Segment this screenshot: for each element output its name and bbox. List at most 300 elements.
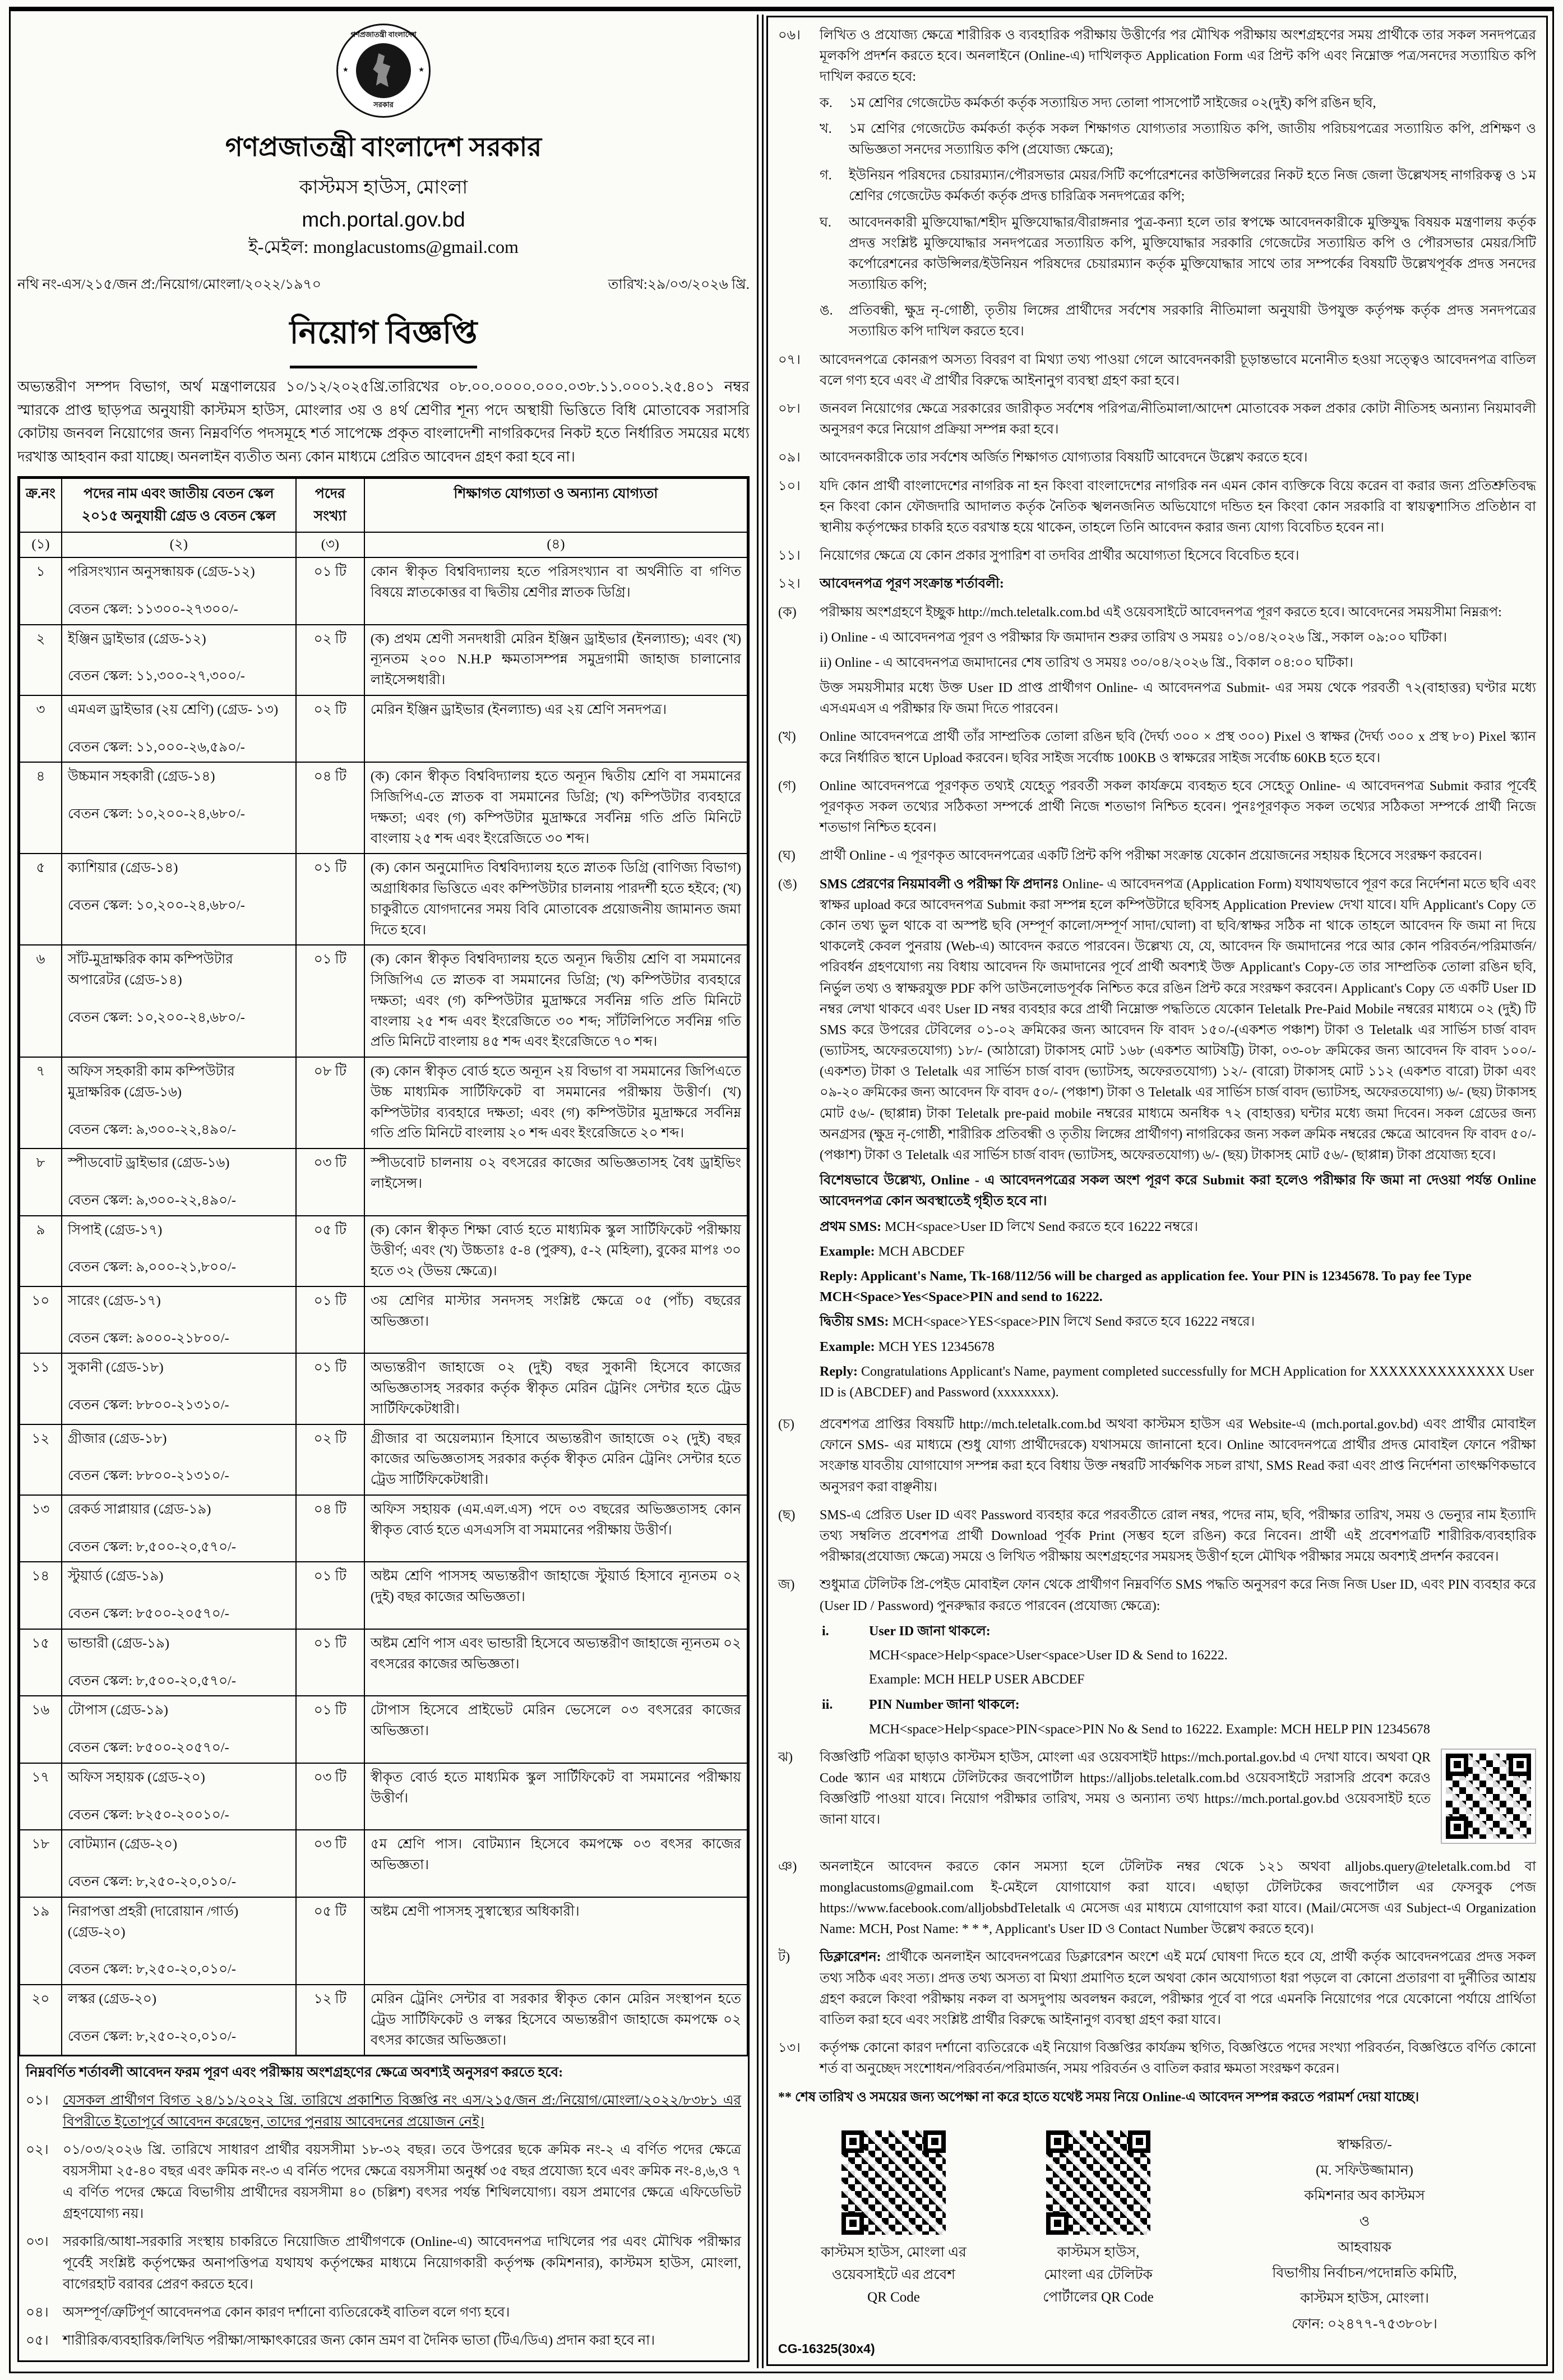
post-count: ০১ টি — [296, 1696, 364, 1763]
post-count: ০৪ টি — [296, 762, 364, 854]
clause-text: Online আবেদনপত্রে প্রার্থী তাঁর সাম্প্রতিক তোলা রঙিন ছবি (দৈর্ঘ্য ৩০০ × প্রস্থ ৩০০) Pixel ও স্বাক্ষর (দৈর্ঘ্য ৩০০ x প্রস্থ ৮০) Pixel স্ক্যান করে নির্ধারিত স্থানে Upload করবেন। ছবির সাইজ সর্বোচ্চ 100KB ও স্বাক্ষরের সাইজ সর্বোচ্চ 60KB হতে হবে। — [820, 730, 1536, 765]
pay-scale: বেতন স্কেল: ৮৮০০-২১৩১০/- — [67, 1397, 229, 1413]
pay-scale: বেতন স্কেল: ৮৮০০-২১৩১০/- — [67, 1468, 229, 1484]
right-column — [766, 16, 1548, 2366]
row-post-cell — [62, 1286, 296, 1354]
post-count: ০৮ টি — [296, 1057, 364, 1149]
caption-line: QR Code — [867, 2289, 920, 2305]
condition-text: অসম্পূর্ণ/ত্রুটিপূর্ণ আবেদনপত্র কোন কারণ দর্শানো ব্যতিরেকেই বাতিল বলে গণ্য হবে। — [63, 2305, 510, 2321]
clause-text: বিজ্ঞপ্তিটি পত্রিকা ছাড়াও কাস্টমস হাউস, মোংলা এর ওয়েবসাইট https://mch.portal.gov.bd এ দেখা যাবে। অথবা QR Code স্ক্যান এর মাধ্যমে টেলিটকের জবপোর্টাল https://alljobs.teletalk.com.bd ওয়েবসাইটে সরাসরি প্রবেশ করেও বিজ্ঞপ্তিটি পাওয়া যাবে। নিয়োগ পরীক্ষার তারিখ, সময় ও অন্যান্য তথ্য https://mch.portal.gov.bd ওয়েবসাইট হতে জানা যাবে। — [820, 1750, 1431, 1828]
instruction-items — [778, 350, 1536, 567]
instruction-item-06 — [778, 25, 1536, 343]
post-name: অফিস সহায়ক (গ্রেড-২০) — [67, 1769, 205, 1785]
post-count: ০১ টি — [296, 1629, 364, 1696]
qualification: অষ্টম শ্রেণি পাসসহ অভ্যন্তরীণ জাহাজে স্টুয়ার্ড হিসাবে ন্যূনতম ০২ (দুই) বছর কাজের অভিজ্ঞতা। — [364, 1562, 747, 1629]
clause-text: অনলাইনে আবেদন করতে কোন সমস্যা হলে টেলিটক নম্বর থেকে ১২১ অথবা alljobs.query@teletalk.com.bd বা monglacustoms@gmail.com ই-মেইলে যোগাযোগ করা যাবে। এছাড়া টেলিটকের জবপোর্টাল এর ফেসবুক পেজ https://www.facebook.com/alljobsbdTeletalk এ মেসেজ এর মাধ্যমে যোগাযোগ করা যাবে। (Mail/মেসেজ এর Subject-এ Organization Name: MCH, Post Name: * * *, Applicant's User ID ও Contact Number উল্লেখ করতে হবে)। — [820, 1859, 1536, 1937]
condition-item — [26, 2139, 741, 2225]
instruction-item — [778, 476, 1536, 539]
pay-scale: বেতন স্কেল: ৮,২৫০-২০,০১০/- — [67, 1874, 236, 1890]
qualification: অষ্টম শ্রেণি পাস এবং ভান্ডারী হিসেবে অভ্যন্তরীণ জাহাজে ন্যূনতম ০২ বৎসরের কাজের অভিজ্ঞতা। — [364, 1629, 747, 1696]
sub-item-label: গ. — [820, 168, 832, 183]
sub-item-text: প্রতিবন্ধী, ক্ষুদ্র নৃ-গোষ্ঠী, তৃতীয় লিঙ্গের প্রার্থীদের সর্বশেষ সরকারি নীতিমালা অনুযায়ী উপযুক্ত কর্তৃপক্ষ কর্তৃক প্রদত্ত সনদপত্রের সত্যায়িত কপি দাখিল করতে হবে। — [849, 303, 1536, 339]
memo-date: তারিখ:২৯/০৩/২০২৬ খ্রি. — [608, 277, 750, 292]
col-num-4: (৪) — [364, 532, 747, 557]
row-post-cell — [62, 1495, 296, 1562]
recover-userid-command: MCH<space>Help<space>User<space>User ID & Send to 16222. — [869, 1648, 1228, 1663]
item-number: ০৭। — [778, 352, 801, 367]
instruction-item — [778, 546, 1536, 566]
row-post-cell — [62, 1897, 296, 1985]
sms-line — [820, 1312, 1536, 1332]
post-count: ০১ টি — [296, 854, 364, 945]
clause-label: (ঘ) — [778, 848, 796, 864]
caption-line: ওয়েবসাইটে এর প্রবেশ — [831, 2267, 956, 2282]
row-serial: ৪ — [20, 762, 62, 854]
table-row — [20, 1424, 747, 1495]
table-row — [20, 1763, 747, 1830]
declaration-text: প্রার্থীকে অনলাইন আবেদনপত্রের ডিক্লারেশন অংশে এই মর্মে ঘোষণা দিতে হবে যে, প্রার্থী কর্তৃক আবেদনপত্রের প্রদত্ত সকল তথ্য সঠিক এবং সত্য। প্রদত্ত তথ্য অসত্য বা মিথ্যা প্রমাণিত হলে অথবা কোন অযোগ্যতা ধরা পড়লে বা কোনো প্রতারণা বা দুর্নীতির আশ্রয় গ্রহণ করলে কিংবা পরীক্ষায় নকল বা অসদুপায় অবলম্বন করলে, পরীক্ষার পূর্বে বা পরে এমনকি নিয়োগের পরে যেকোনো পর্যায়ে প্রার্থিতা বাতিল করা হবে এবং সংশ্লিষ্ট প্রার্থীর বিরুদ্ধে আইনানুগ ব্যবস্থা গ্রহণ করা যাবে। — [820, 1950, 1537, 2027]
page-title: নিয়োগ বিজ্ঞপ্তি — [17, 308, 750, 368]
recover-pin-command: MCH<space>Help<space>PIN<space>PIN No & Send to 16222. Example: MCH HELP PIN 12345678 — [869, 1722, 1430, 1737]
clause-label: (ঙ) — [778, 877, 797, 892]
roman-i: i. — [822, 1623, 829, 1639]
website-qr-code-icon — [841, 2130, 946, 2235]
item-number: ০৬। — [778, 28, 801, 43]
condition-number: ০৪। — [26, 2305, 49, 2321]
clause-12d — [778, 846, 1536, 866]
table-row — [20, 1985, 747, 2055]
sms-line-label: Reply: — [820, 1269, 858, 1284]
caption-line: কাস্টমস হাউস, — [1057, 2244, 1140, 2260]
qualification: (ক) প্রথম শ্রেণী সনদধারী মেরিন ইঞ্জিন ড্রাইভার (ইনল্যান্ড); এবং (খ) ন্যূনতম ২০০ N.H.P ক্ষমতাসম্পন্ন সমুদ্রগামী জাহাজ চালানোর লাইসেন্সধারী। — [364, 625, 747, 695]
right-footer — [778, 2130, 1536, 2338]
condition-item — [26, 2302, 741, 2323]
bangladesh-map-shape — [356, 43, 411, 98]
condition-number: ০১। — [26, 2093, 49, 2109]
sms-line-label: Example: — [820, 1339, 875, 1354]
sub-item — [820, 301, 1536, 342]
sub-item-text: ইউনিয়ন পরিষদের চেয়ারম্যান/পৌরসভার মেয়র/সিটি কর্পোরেশনের কাউন্সিলরের নিকট হতে নিজ জেলা উল্লেখসহ নাগরিকত্ব ও ১ম শ্রেণির গেজেটেড কর্মকর্তা কর্তৃক প্রদত্ত চারিত্রিক সনদপত্রের কপি; — [849, 168, 1536, 204]
recover-pin-block — [822, 1695, 1536, 1740]
caption-line: কাস্টমস হাউস, মোংলা এর — [821, 2244, 967, 2260]
qualification: অফিস সহায়ক (এম.এল.এস) পদে ০৩ বছরের অভিজ্ঞতাসহ কোন স্বীকৃত বোর্ড হতে এসএসসি বা সমমানের পরীক্ষায় উত্তীর্ণ। — [364, 1495, 747, 1562]
post-name: সারেং (গ্রেড-১৭) — [67, 1293, 161, 1308]
signature-lines — [1208, 2133, 1522, 2337]
pay-scale: বেতন স্কেল: ১০,২০০-২৪,৬৮০/- — [67, 1009, 245, 1025]
sms-line-label: দ্বিতীয় SMS: — [820, 1314, 889, 1330]
clause-label: ট) — [778, 1950, 790, 1965]
star-icon: ★ — [418, 66, 424, 73]
col-header-count: পদের সংখ্যা — [296, 478, 364, 532]
post-name: রেকর্ড সাপ্লায়ার (গ্রেড-১৯) — [67, 1501, 211, 1517]
item-text: আবেদনকারীকে তার সর্বশেষ অর্জিত শিক্ষাগত যোগ্যতার বিষয়টি আবেদনে উল্লেখ করতে হবে। — [820, 450, 1308, 465]
condition-number: ০২। — [26, 2142, 49, 2158]
qualification: মেরিন ট্রেনিং সেন্টার বা সরকার স্বীকৃত কোন মেরিন সংস্থাপন হতে ট্রেড সার্টিফিকেট ও লস্কর হিসেবে অভ্যন্তরীণ জাহাজে কমপক্ষে ০২ বৎসর কাজের অভিজ্ঞতা। — [364, 1985, 747, 2055]
item-text: কর্তৃপক্ষ কোনো কারণ দর্শানো ব্যতিরেকে এই নিয়োগ বিজ্ঞপ্তির কার্যক্রম স্থগিত, বিজ্ঞপ্তিতে পদের সংখ্যা পরিবর্তন, বিজ্ঞপ্তিতে বর্ণিত কোনো শর্ত বা অনুচ্ছেদ সংশোধন/পরিবর্তন/পরিমার্জন, সময় পরিবর্তন ও বাতিল করার ক্ষমতা সংরক্ষণ করেন। — [820, 2041, 1536, 2077]
table-row — [20, 695, 747, 763]
qualification: অষ্টম শ্রেণী পাসসহ সুস্বাস্থ্যের অধিকারী। — [364, 1897, 747, 1985]
item-number: ১২। — [778, 576, 801, 592]
fee-warning-note: বিশেষভাবে উল্লেখ্য, Online - এ আবেদনপত্রের সকল অংশ পূরণ করে Submit করা হলেও পরীক্ষার ফি জমা না দেওয়া পর্যন্ত Online আবেদনপত্র কোন অবস্থাতেই গৃহীত হবে না। — [820, 1173, 1536, 1209]
condition-item — [26, 2090, 741, 2133]
clause-label: (চ) — [778, 1417, 794, 1432]
recover-userid-block — [822, 1621, 1536, 1691]
row-serial: ২০ — [20, 1985, 62, 2055]
row-serial: ১০ — [20, 1286, 62, 1354]
pay-scale: বেতন স্কেল: ৮,২৫০-২০,০১০/- — [67, 1962, 236, 1977]
caption-line: পোর্টালের QR Code — [1043, 2289, 1154, 2305]
post-name: ভান্ডারী (গ্রেড-১৯) — [67, 1635, 170, 1651]
post-count: ০৩ টি — [296, 1149, 364, 1216]
post-name: টোপাস (গ্রেড-১৯) — [67, 1703, 168, 1718]
table-row — [20, 1897, 747, 1985]
post-name: এমএল ড্রাইভার (২য় শ্রেণি) (গ্রেড- ১৩) — [67, 702, 279, 717]
item-text: লিখিত ও প্রযোজ্য ক্ষেত্রে শারীরিক ও ব্যবহারিক পরীক্ষায় উত্তীর্ণের পর মৌখিক পরীক্ষায় অংশগ্রহণের সময় প্রার্থীকে তার সকল সনদপত্রের মূলকপি প্রদর্শন করতে হবে। অনলাইনে (Online-এ) দাখিলকৃত Application Form এর প্রিন্ট কপি এবং নিম্নোক্ত পত্র/সনদের সত্যায়িত কপি দাখিল করতে হবে: — [820, 28, 1536, 85]
instruction-item-12 — [778, 574, 1536, 594]
table-row — [20, 1057, 747, 1149]
instruction-item — [778, 448, 1536, 468]
post-count: ০২ টি — [296, 625, 364, 695]
condition-item — [26, 2330, 741, 2351]
row-serial: ৭ — [20, 1057, 62, 1149]
post-name: গ্রীজার (গ্রেড-১৮) — [67, 1431, 167, 1446]
positions-table — [19, 478, 748, 2056]
post-name: লস্কর (গ্রেড-২০) — [67, 1991, 157, 2007]
row-post-cell — [62, 1763, 296, 1830]
signature-line: বিভাগীয় নির্বাচন/পদোন্নতি কমিটি, — [1272, 2265, 1457, 2281]
row-serial: ১ — [20, 557, 62, 625]
instruction-item-13 — [778, 2038, 1536, 2079]
post-count: ০২ টি — [296, 695, 364, 763]
row-serial: ৮ — [20, 1149, 62, 1216]
table-row — [20, 557, 747, 625]
signature-line: স্বাক্ষরিত/- — [1337, 2137, 1392, 2152]
sub-item — [820, 213, 1536, 296]
row-post-cell — [62, 1424, 296, 1495]
table-header — [20, 478, 747, 557]
sub-item-label: ঙ. — [820, 303, 833, 319]
condition-text: ০১/০৩/২০২৬ খ্রি. তারিখে সাধারণ প্রার্থীর বয়সসীমা ১৮-৩২ বছর। তবে উপরের ছকে ক্রমিক নং-২ এ বর্ণিত পদের ক্ষেত্রে বয়সসীমা ২৫-৪০ বছর এবং ক্রমিক নং-৩ এ বর্নিত পদের ক্ষেত্রে বয়সসীমা অনুর্ধ্ব ৩৫ বছর প্রযোজ্য হবে এবং ক্রমিক নং-৪,৬,ও ৭ এ বর্ণিত পদের ক্ষেত্রে বিভাগীয় প্রার্থীদের বয়সসীমা ৪০ (চল্লিশ) বৎসর পর্যন্ত শিথিলযোগ্য। বয়স প্রমাণের ক্ষেত্রে এফিডেভিট গ্রহণযোগ্য নয়। — [63, 2142, 741, 2222]
clause-text: প্রবেশপত্র প্রাপ্তির বিষয়টি http://mch.teletalk.com.bd অথবা কাস্টমস হাউস এর Website-এ (mch.portal.gov.bd) এবং প্রার্থীর মোবাইল ফোনে SMS- এর মাধ্যমে (শুধু যোগ্য প্রার্থীদেরকে) যথাসময়ে জানানো হবে। Online আবেদনপত্রে প্রার্থীর প্রদত্ত মোবাইল ফোনে পরীক্ষা সংক্রান্ত যাবতীয় যোগাযোগ সম্পন্ন করা হবে বিধায় উক্ত নম্বরটি সার্বক্ষণিক সচল রাখা, SMS Read করা এবং প্রাপ্ত নির্দেশনা তাৎক্ষণিকভাবে অনুসরণ করা বাঞ্ছনীয়। — [820, 1417, 1536, 1495]
clause-12g — [778, 1505, 1536, 1568]
sms-example-list — [820, 1217, 1536, 1404]
table-row — [20, 625, 747, 695]
item06-sublist — [820, 93, 1536, 343]
table-row — [20, 1286, 747, 1354]
qualification: (ক) কোন স্বীকৃত বোর্ড হতে অন্যূন ২য় বিভাগ বা সমমানের জিপিএতে উচ্চ মাধ্যমিক সার্টিফিকেট বা সমমানের পরীক্ষায় উত্তীর্ণ। (খ) কম্পিউটার ব্যবহারে দক্ষতা; এবং (গ) কম্পিউটার মুদ্রাক্ষরে সর্বনিম্ন গতি প্রতি মিনিটে বাংলায় ২০ শব্দ এবং ইংরেজিতে ২০ শব্দ। — [364, 1057, 747, 1149]
pay-scale: বেতন স্কেল: ৯,৩০০-২২,৪৯০/- — [67, 1122, 236, 1137]
clause-label: (গ) — [778, 778, 796, 794]
post-count: ১২ টি — [296, 1985, 364, 2055]
pay-scale: বেতন স্কেল: ১১,০০০-২৬,৫৯০/- — [67, 739, 245, 755]
qualification: স্বীকৃত বোর্ড হতে মাধ্যমিক স্কুল সার্টিফিকেট বা সমমানের পরীক্ষায় উত্তীর্ণ। — [364, 1763, 747, 1830]
column-divider — [757, 15, 764, 2368]
post-name: সিপাই (গ্রেড-১৭) — [67, 1222, 163, 1238]
row-serial: ১২ — [20, 1424, 62, 1495]
clause-label: ঝ) — [778, 1750, 793, 1765]
caption-line: মোংলা এর টেলিটক — [1044, 2267, 1153, 2282]
memo-row — [17, 273, 750, 297]
col-num-3: (৩) — [296, 532, 364, 557]
post-name: ইঞ্জিন ড্রাইভার (গ্রেড-১২) — [67, 631, 206, 647]
condition-text: সরকারি/আধা-সরকারি সংস্থায় চাকরিতে নিয়োজিত প্রার্থীগণকে (Online-এ) আবেদনপত্র দাখিলের পর এবং মৌখিক পরীক্ষার পূর্বেই সংশ্লিষ্ট কর্তৃপক্ষের অনাপত্তিপত্র যথাযথ কর্তৃপক্ষের মাধ্যমে নিয়োগকারী কর্তৃপক্ষ (কমিশনার), কাস্টমস হাউস, মোংলা, বাগেরহাট বরাবর প্রেরণ করতে হবে। — [63, 2234, 741, 2293]
row-post-cell — [62, 762, 296, 854]
sub-item — [820, 93, 1536, 114]
sms-line-text: MCH<space>User ID লিখে Send করতে হবে 16222 নম্বরে। — [885, 1219, 1199, 1234]
qualification: (ক) কোন স্বীকৃত বিশ্ববিদ্যালয় হতে অন্যূন দ্বিতীয় শ্রেণি বা সমমানের সিজিপিএ তে স্নাতক বা সমমানের ডিগ্রি; (খ) কম্পিউটার ব্যবহারে দক্ষতা; এবং (গ) কম্পিউটার মুদ্রাক্ষরে সর্বনিম্ন গতি প্রতি মিনিটে বাংলায় ২৫ শব্দ এবং ইংরেজিতে ৩০ শব্দ; সাঁটলিপিতে সর্বনিম্ন গতি প্রতি মিনিটে বাংলায় ৪৫ শব্দ এবং ইংরেজিতে ৭০ শব্দ। — [364, 945, 747, 1057]
table-row — [20, 762, 747, 854]
sub-item-label: খ. — [820, 121, 832, 136]
item-text: জনবল নিয়োগের ক্ষেত্রে সরকারের জারীকৃত সর্বশেষ পরিপত্র/নীতিমালা/আদেশ মোতাবেক সকল প্রকার কোটা নীতিসহ অন্যান্য নিয়মাবলী অনুসরণ করে নিয়োগ প্রক্রিয়া সম্পন্ন করা হবে। — [820, 402, 1536, 437]
row-serial: ১৩ — [20, 1495, 62, 1562]
teletalk-qr-caption — [1003, 2241, 1194, 2309]
govt-seal-icon — [336, 24, 431, 118]
clause-12f — [778, 1414, 1536, 1498]
qualification: গ্রীজার বা অয়েলম্যান হিসাবে অভ্যন্তরীণ জাহাজে ০২ (দুই) বছর কাজের অভিজ্ঞতাসহ সরকার কর্তৃক স্বীকৃত মেরিন ট্রেনিং সেন্টার হতে ট্রেড সার্টিফিকেটধারী। — [364, 1424, 747, 1495]
signature-line: ও — [1359, 2214, 1370, 2229]
conditions-heading: নিম্নবর্ণিত শর্তাবলী আবেদন ফরম পূরণ এবং পরীক্ষায় অংশগ্রহণের ক্ষেত্রে অবশ্যই অনুসরণ করতে হবে: — [26, 2065, 563, 2081]
table-row — [20, 945, 747, 1057]
post-count: ০২ টি — [296, 1424, 364, 1495]
qr-pattern-icon — [1446, 1754, 1531, 1839]
clause-label: (ছ) — [778, 1507, 796, 1523]
pay-scale: বেতন স্কেল: ৮,৫০০-২০,৫৭০/- — [67, 1673, 236, 1689]
star-icon: ★ — [343, 66, 349, 73]
item-text: আবেদনপত্রে কোনরূপ অসত্য বিবরণ বা মিথ্যা তথ্য পাওয়া গেলে আবেদনকারী চূড়ান্তভাবে মনোনীত হওয়া সত্ত্বেও আবেদনপত্র বাতিল বলে গণ্য হবে এবং ঐ প্রার্থীর বিরুদ্ধে আইনানুগ ব্যবস্থা গ্রহণ করা হবে। — [820, 352, 1536, 388]
row-post-cell — [62, 1985, 296, 2055]
sub-item — [820, 165, 1536, 207]
row-serial: ২ — [20, 625, 62, 695]
sms-line-label: Reply: — [820, 1364, 858, 1379]
col-num-2: (২) — [62, 532, 296, 557]
clause-body — [820, 874, 1536, 1408]
memo-number: নথি নং-এস/২১৫/জন প্র:/নিয়োগ/মোংলা/২০২২/১৯৭০ — [17, 277, 321, 292]
sms-line — [820, 1242, 1536, 1262]
positions-box — [17, 476, 750, 2362]
table-row — [20, 1830, 747, 1897]
table-row — [20, 1629, 747, 1696]
signature-line: কমিশনার অব কাস্টমস — [1304, 2188, 1425, 2204]
post-count: ০৫ টি — [296, 1216, 364, 1286]
office-name: কাস্টমস হাউস, মোংলা — [299, 177, 468, 198]
clause-12b — [778, 727, 1536, 768]
qualification: টোপাস হিসেবে প্রাইভেট মেরিন ভেসেলে ০৩ বৎসরের কাজের অভিজ্ঞতা। — [364, 1696, 747, 1763]
instruction-item — [778, 350, 1536, 391]
sub-item-text: আবেদনকারী মুক্তিযোদ্ধা/শহীদ মুক্তিযোদ্ধার/বীরাঙ্গনার পুত্র-কন্যা হলে তার স্বপক্ষে আবেদনকারীকে মুক্তিযুদ্ধ বিষয়ক মন্ত্রণালয় কর্তৃক প্রদত্ত সংশ্লিষ্ট মুক্তিযোদ্ধার সনদপত্রের সত্যায়িত কপি, মুক্তিযোদ্ধার সরকারি গেজেটের সত্যায়িত কপি ও পৌরসভার মেয়র/সিটি কর্পোরেশনের কাউন্সিলর/ইউনিয়ন পরিষদের চেয়ারম্যান কর্তৃক মুক্তিযোদ্ধার সাথে তার সম্পর্কের বিষয়টি উল্লেখপূর্বক প্রদত্ত সনদের সত্যায়িত কপি; — [849, 215, 1536, 293]
conditions-section — [19, 2056, 748, 2360]
qualification: অভ্যন্তরীণ জাহাজে ০২ (দুই) বছর সুকানী হিসেবে কাজের অভিজ্ঞতাসহ সরকার কর্তৃক স্বীকৃত মেরিন ট্রেনিং সেন্টার হতে ট্রেড সার্টিফিকেটধারী। — [364, 1353, 747, 1424]
table-row — [20, 1495, 747, 1562]
qualification: ৫ম শ্রেণি পাস। বোটম্যান হিসেবে কমপক্ষে ০৩ বৎসর কাজের অভিজ্ঞতা। — [364, 1830, 747, 1897]
sub-item-label: ক. — [820, 95, 833, 110]
post-count: ০৪ টি — [296, 1495, 364, 1562]
pay-scale: বেতন স্কেল: ৯,০০০-২১,৮০০/- — [67, 1260, 236, 1275]
clause-note: উক্ত সময়সীমার মধ্যে উক্ত User ID প্রাপ্ত প্রার্থীগণ Online- এ আবেদনপত্র Submit- এর সময় থেকে পরবর্তী ৭২(বাহাত্তর) ঘণ্টার মধ্যে এসএমএস এ পরীক্ষার ফি জমা দিতে পারবেন। — [820, 681, 1536, 717]
pay-scale: বেতন স্কেল: ৮২৫০-২০০১০/- — [67, 1807, 229, 1823]
pay-scale: বেতন স্কেল: ১০,২০০-২৪,৬৮০/- — [67, 898, 245, 914]
row-serial: ১৯ — [20, 1897, 62, 1985]
post-name: পরিসংখ্যান অনুসন্ধায়ক (গ্রেড-১২) — [67, 564, 255, 580]
condition-number: ০৫। — [26, 2333, 49, 2349]
sms-rules-text: Online- এ আবেদনপত্র (Application Form) যথাযথভাবে পূরণ করে নির্দেশনা মতে ছবি এবং স্বাক্ষর upload করে আবেদনপত্র Submit করা সম্পন্ন হলে কম্পিউটারে ছবিসহ Application Preview দেখা যাবে। যদি Applicant's Copy তে কোন তথ্য ভুল থাকে বা অস্পষ্ট ছবি (সম্পূর্ণ কালো/সম্পূর্ণ সাদা/ঘোলা) বা ছবি/স্বাক্ষর সঠিক না থাকে তাহলে আবেদন ফি জমা না দিয়ে থাকলেই কেবল পুনরায় (Web-এ) আবেদন করতে পারবেন। উল্লেখ্য যে, যে, আবেদন ফি জমাদানের পরে আর কোন পরিবর্তন/পরিমার্জন/পরিবর্ধন গ্রহণযোগ্য নয় বিধায় আবেদন ফি জমাদানের পূর্বে প্রার্থী অবশ্যই উক্ত Applicant's Copy-তে তার সাম্প্রতিক তোলা রঙিন ছবি, নির্ভুল তথ্য ও স্বাক্ষরযুক্ত PDF কপি ডাউনলোডপূর্বক নিশ্চিত করে রঙিন প্রিন্ট করে সংরক্ষণ করবেন। Applicant's Copy তে একটি User ID নম্বর লেখা থাকবে এবং User ID নম্বর ব্যবহার করে প্রার্থী নিম্নোক্ত পদ্ধতিতে যেকোন Teletalk Pre-Paid Mobile নম্বরের মাধ্যমে ০২ (দুই) টি SMS করে উপরের টেবিলের ০১-০২ ক্রমিকের জন্য আবেদন ফি বাবদ ১৫০/-(একশত পঞ্চাশ) টাকা ও Teletalk এর সার্ভিস চার্জ বাবদ (ভ্যাটসহ, অফেরতযোগ্য) ১৮/- (আঠারো) টাকাসহ মোট ১৬৮ (একশত আটষট্টি) টাকা, ০৩-০৮ ক্রমিকের জন্য আবেদন ফি বাবদ ১০০/-(একশত) টাকা ও Teletalk এর সার্ভিস চার্জ বাবদ (ভ্যাটসহ, অফেরতযোগ্য) ১২/- (বারো) টাকাসহ মোট ১১২ (একশত বারো) টাকা এবং ০৯-২০ ক্রমিকের জন্য আবেদন ফি বাবদ ৫০/- (পঞ্চাশ) টাকা ও Teletalk এর সার্ভিস চার্জ বাবদ (ভ্যাটসহ, অফেরতযোগ্য) ৬/- (ছয়) টাকাসহ মোট ৫৬/- (ছাপ্পান্ন) টাকা Teletalk pre-paid mobile নম্বরের মাধ্যমে অনধিক ৭২ (বাহাত্তর) ঘন্টার মধ্যে জমা দিবেন। সকল গ্রেডের জন্য অনগ্রসর (ক্ষুদ্র নৃ-গোষ্ঠী, শারীরিক প্রতিবন্ধী ও তৃতীয় লিঙ্গের প্রার্থীগণ) নাগরিকের জন্য সকল ক্রমিক নম্বরের ক্ষেত্রে আবেদন ফি বাবদ ৫০/-(পঞ্চাশ) টাকা ও Teletalk এর সার্ভিস চার্জ বাবদ (ভ্যাটসহ, অফেরতযোগ্য) ৬/- (ছয়) টাকাসহ মোট ৫৬/- (ছাপ্পান্ন) টাকা প্রযোজ্য হবে। — [820, 877, 1537, 1163]
post-name: অফিস সহকারী কাম কম্পিউটার মুদ্রাক্ষরিক (গ্রেড-১৬) — [67, 1064, 235, 1100]
sms-line — [820, 1337, 1536, 1358]
clause-body — [820, 1747, 1536, 1849]
post-name: স্পীডবোট ড্রাইভার (গ্রেড-১৬) — [67, 1155, 230, 1171]
row-post-cell — [62, 557, 296, 625]
conditions-list — [26, 2090, 741, 2351]
sms-line-text: MCH<space>YES<space>PIN লিখে Send করতে হবে 16222 নম্বরে। — [892, 1314, 1255, 1330]
clause-text: শুধুমাত্র টেলিটক প্রি-পেইড মোবাইল ফোন থেকে প্রার্থীগণ নিম্নবর্ণিত SMS পদ্ধতি অনুসরণ করে নিজ নিজ User ID, এবং PIN ব্যবহার করে (User ID / Password) পুনরুদ্ধার করতে পারবেন (প্রযোজ্য ক্ষেত্রে): — [820, 1578, 1536, 1613]
sms-line-label: প্রথম SMS: — [820, 1219, 882, 1234]
col-header-post: পদের নাম এবং জাতীয় বেতন স্কেল ২০১৫ অনুযায়ী গ্রেড ও বেতন স্কেল — [62, 478, 296, 532]
left-column — [15, 15, 754, 2368]
sms-line-label: Example: — [820, 1244, 875, 1259]
item-text: নিয়োগের ক্ষেত্রে যে কোন প্রকার সুপারিশ বা তদবির প্রার্থীর অযোগ্যতা হিসেবে বিবেচিত হবে। — [820, 548, 1300, 564]
clause-12i — [778, 1747, 1536, 1849]
pay-scale: বেতন স্কেল: ১০,২০০-২৪,৬৮০/- — [67, 806, 245, 822]
clause-12k — [778, 1947, 1536, 2031]
post-name: সুকানী (গ্রেড-১৮) — [67, 1360, 164, 1376]
row-serial: ৫ — [20, 854, 62, 945]
clause-label: (ক) — [778, 605, 797, 620]
row-serial: ১৮ — [20, 1830, 62, 1897]
qualification: ৩য় শ্রেণির মাস্টার সনদসহ সংশ্লিষ্ট ক্ষেত্রে ০৫ (পাঁচ) বছরের অভিজ্ঞতা। — [364, 1286, 747, 1354]
pay-scale: বেতন স্কেল: ৯০০০-২১৮০০/- — [67, 1330, 229, 1346]
row-post-cell — [62, 945, 296, 1057]
row-serial: ১১ — [20, 1353, 62, 1424]
post-name: বোটম্যান (গ্রেড-২০) — [67, 1837, 178, 1852]
row-post-cell — [62, 854, 296, 945]
post-name: সাঁট-মুদ্রাক্ষরিক কাম কম্পিউটার অপারেটর (গ্রেড-১৪) — [67, 952, 233, 988]
clause-12h — [778, 1575, 1536, 1740]
condition-text: শারীরিক/ব্যবহারিক/লিখিত পরীক্ষা/সাক্ষাৎকারের জন্য কোন ভ্রমণ বা দৈনিক ভাতা (টিএ/ডিএ) প্রদান করা হবে না। — [63, 2333, 655, 2349]
pay-scale: বেতন স্কেল: ৮৫০০-২০৫৭০/- — [67, 1740, 229, 1756]
post-count: ০৩ টি — [296, 1830, 364, 1897]
seal-bottom-text: সরকার — [373, 100, 394, 109]
table-row — [20, 1562, 747, 1629]
item-number: ০৯। — [778, 450, 801, 465]
sms-line — [820, 1217, 1536, 1238]
qualification: (ক) কোন স্বীকৃত শিক্ষা বোর্ড হতে মাধ্যমিক স্কুল সার্টিফিকেট পরীক্ষায় উত্তীর্ণ; এবং (খ) উচ্চতাঃ ৫-৪ (পুরুষ), ৫-২ (মহিলা), বুকের মাপঃ ৩০ হতে ৩২ (উভয় ক্ষেত্রে)। — [364, 1216, 747, 1286]
website-qr-block — [798, 2130, 989, 2309]
sms-line — [820, 1362, 1536, 1403]
item-body — [820, 25, 1536, 343]
clause-line-i: i) Online - এ আবেদনপত্র পূরণ ও পরীক্ষার ফি জমাদান শুরুর তারিখ ও সময়ঃ ০১/০৪/২০২৬ খ্রি., সকাল ০৯:০০ ঘটিকা। — [820, 630, 1448, 645]
item-text: যদি কোন প্রার্থী বাংলাদেশের নাগরিক না হন কিংবা বাংলাদেশের নাগরিক নন এমন কোন ব্যক্তিকে বিয়ে করেন বা করার জন্য প্রতিশ্রুতিবদ্ধ হন কিংবা কোন ফৌজদারি আদালত কর্তৃক নৈতিক স্খলনজনিত অভিযোগে দন্ডিত হন কিংবা কোন সরকারি বা স্বায়ত্বশাসিত প্রতিষ্ঠান বা স্থানীয় কর্তৃপক্ষের চাকরি হতে বরখাস্ত হয়ে থাকেন, তাহলে তিনি আবেদন করার জন্য যোগ্য বিবেচিত হবেন না। — [820, 478, 1536, 535]
clause-text: Online আবেদনপত্রে পূরণকৃত তথ্যই যেহেতু পরবর্তী সকল কার্যক্রমে ব্যবহৃত হবে সেহেতু Online- এ আবেদনপত্র Submit করার পূর্বেই পূরণকৃত সকল তথ্যের সঠিকতা সম্পর্কে প্রার্থী নিজে শতভাগ নিশ্চিত হবেন। পুনঃপূরণকৃত সকল তথ্যের সঠিকতা সম্পর্কে প্রার্থী নিজে শতভাগ নিশ্চিত হবেন। — [820, 778, 1536, 836]
clause-12j — [778, 1857, 1536, 1940]
table-row — [20, 1149, 747, 1216]
item-number: ০৮। — [778, 402, 801, 416]
sms-line-text: Congratulations Applicant's Name, payment completed successfully for MCH Application for XXXXXXXXXXXXXX User ID is (ABCDEF) and Password (xxxxxxxx). — [820, 1364, 1534, 1400]
table-body — [20, 557, 747, 2055]
post-name: নিরাপত্তা প্রহরী (দারোয়ান /গার্ড) (গ্রেড-২০) — [67, 1903, 239, 1940]
sms-line-text: MCH ABCDEF — [878, 1244, 965, 1259]
signature-line: (ম. সফিউজ্জামান) — [1316, 2162, 1413, 2178]
final-advice-note: ** শেষ তারিখ ও সময়ের জন্য অপেক্ষা না করে হাতে যথেষ্ট সময় নিয়ে Online-এ আবেদন সম্পন্ন করতে পরামর্শ দেয়া যাচ্ছে। — [778, 2090, 1419, 2105]
row-post-cell — [62, 625, 296, 695]
sub-item-text: ১ম শ্রেণির গেজেটেড কর্মকর্তা কর্তৃক সকল শিক্ষাগত যোগ্যতার সত্যায়িত কপি, জাতীয় পরিচয়পত্রের সত্যায়িত কপি, প্রশিক্ষণ ও অভিজ্ঞতা সনদের সত্যায়িত কপি (প্রযোজ্য ক্ষেত্রে); — [849, 121, 1536, 157]
item-number: ১১। — [778, 548, 801, 564]
recover-pin-title: PIN Number জানা থাকলে: — [869, 1698, 1020, 1713]
clause-text: প্রার্থী Online - এ পূরণকৃত আবেদনপত্রের একটি প্রিন্ট কপি পরীক্ষা সংক্রান্ত যেকোন প্রয়োজনের সহায়ক হিসেবে সংরক্ষণ করবেন। — [820, 848, 1482, 864]
website-url: mch.portal.gov.bd — [302, 208, 465, 231]
col-header-qualification: শিক্ষাগত যোগ্যতা ও অন্যান্য যোগ্যতা — [364, 478, 747, 532]
row-serial: ৯ — [20, 1216, 62, 1286]
condition-item — [26, 2231, 741, 2295]
recover-userid-example: Example: MCH HELP USER ABCDEF — [869, 1672, 1085, 1687]
row-serial: ৬ — [20, 945, 62, 1057]
qualification: (ক) কোন অনুমোদিত বিশ্ববিদ্যালয় হতে স্নাতক ডিগ্রি (বাণিজ্য বিভাগ) অগ্রাধিকার ভিত্তিতে এবং কম্পিউটার চালনায় পারদর্শী হতে হইবে; (খ) চাকুরীতে যোগদানের সময় বিবি মোতাবেক প্রয়োজনীয় জামানত জমা দিতে হবে। — [364, 854, 747, 945]
qualification: (ক) কোন স্বীকৃত বিশ্ববিদ্যালয় হতে অন্যূন দ্বিতীয় শ্রেণি বা সমমানের সিজিপিএ-তে স্নাতক বা সমমানের ডিগ্রি; (খ) কম্পিউটার ব্যবহারে দক্ষতা; এবং (গ) কম্পিউটার মুদ্রাক্ষরে সর্বনিম্ন গতি প্রতি মিনিটে বাংলায় ২৫ শব্দ এবং ইংরেজিতে ৩০ শব্দ। — [364, 762, 747, 854]
clause-label: ঞ) — [778, 1859, 797, 1874]
table-row — [20, 1696, 747, 1763]
website-qr-caption — [798, 2241, 989, 2309]
row-serial: ১৪ — [20, 1562, 62, 1629]
teletalk-qr-block — [1003, 2130, 1194, 2309]
qualification: মেরিন ইঞ্জিন ড্রাইভার (ইনল্যান্ড) এর ২য় শ্রেণি সনদপত্র। — [364, 695, 747, 763]
post-name: উচ্চমান সহকারী (গ্রেড-১৪) — [67, 769, 215, 785]
item12-heading: আবেদনপত্র পূরণ সংক্রান্ত শর্তাবলী: — [820, 576, 1004, 592]
clause-text: পরীক্ষায় অংশগ্রহণে ইচ্ছুক http://mch.teletalk.com.bd এই ওয়েবসাইটে আবেদনপত্র পূরণ করতে হবে। আবেদনের সময়সীমা নিম্নরূপ: — [820, 605, 1502, 620]
table-row — [20, 1353, 747, 1424]
signature-line: আহবায়ক — [1338, 2239, 1391, 2255]
clause-12e — [778, 874, 1536, 1408]
item-number: ১০। — [778, 478, 801, 493]
intro-paragraph: অভ্যন্তরীণ সম্পদ বিভাগ, অর্থ মন্ত্রণালয়ের ১০/১২/২০২৫খ্রি.তারিখের ০৮.০০.০০০০.০০০.০৩৮.১১.০০০১.২৫.৪০১ নম্বর স্মারকে প্রাপ্ত ছাড়পত্র অনুযায়ী কাস্টমস হাউস, মোংলার ৩য় ও ৪র্থ শ্রেণীর শূন্য পদে অস্থায়ী ভিত্তিতে বিধি মোতাবেক সরাসরি কোটায় জনবল নিয়োগের জন্য নিম্নবর্ণিত পদসমূহে শর্ত সাপেক্ষে প্রকৃত বাংলাদেশী নাগরিকদের নিকট হতে নির্ধারিত সময়ের মধ্যে দরখাস্ত আহবান করা যাচ্ছে। অনলাইন ব্যতীত অন্য কোন মাধ্যমে প্রেরিত আবেদন গ্রহণ করা হবে না। — [17, 379, 750, 465]
post-count: ০৫ টি — [296, 1897, 364, 1985]
row-post-cell — [62, 1562, 296, 1629]
row-post-cell — [62, 1353, 296, 1424]
cg-reference-number: CG-16325(30x4) — [778, 2341, 875, 2356]
sub-item-text: ১ম শ্রেণির গেজেটেড কর্মকর্তা কর্তৃক সত্যায়িত সদ্য তোলা পাসপোর্ট সাইজের ০২(দুই) কপি রঙিন ছবি, — [849, 95, 1376, 110]
document-frame — [9, 7, 1554, 2373]
row-post-cell — [62, 1696, 296, 1763]
condition-number: ০৩। — [26, 2234, 49, 2250]
qualification: কোন স্বীকৃত বিশ্ববিদ্যালয় হতে পরিসংখ্যান বা অর্থনীতি বা গণিত বিষয়ে স্নাতকোত্তর বা দ্বিতীয় শ্রেণীর স্নাতক ডিগ্রি। — [364, 557, 747, 625]
recover-userid-title: User ID জানা থাকলে: — [869, 1623, 991, 1639]
row-serial: ৩ — [20, 695, 62, 763]
col-num-1: (১) — [20, 532, 62, 557]
row-serial: ১৬ — [20, 1696, 62, 1763]
pay-scale: বেতন স্কেল: ৮৫০০-২০৫৭০/- — [67, 1606, 229, 1622]
sms-line-text: MCH YES 12345678 — [878, 1339, 995, 1354]
sub-item — [820, 119, 1536, 160]
signature-line: ফোন: ০২৪৭৭-৭৫৩৮০৮। — [1292, 2317, 1437, 2332]
pay-scale: বেতন স্কেল: ১১,৩০০-২৭,৩০০/- — [67, 668, 245, 684]
post-count: ০১ টি — [296, 557, 364, 625]
clause-12a — [778, 602, 1536, 720]
clause-line-ii: ii) Online - এ আবেদনপত্র জমাদানের শেষ তারিখ ও সময়ঃ ৩০/০৪/২০২৬ খ্রি., বিকাল ০৪:০০ ঘটিকা। — [820, 655, 1353, 670]
clause-label: (খ) — [778, 730, 796, 745]
declaration-lead: ডিক্লারেশন: — [820, 1950, 881, 1965]
post-name: ক্যাশিয়ার (গ্রেড-১৪) — [67, 860, 178, 876]
row-serial: ১৫ — [20, 1629, 62, 1696]
row-post-cell — [62, 1830, 296, 1897]
row-serial: ১৭ — [20, 1763, 62, 1830]
government-title: গণপ্রজাতন্ত্রী বাংলাদেশ সরকার — [225, 133, 542, 162]
instruction-item — [778, 399, 1536, 440]
post-count: ০১ টি — [296, 1562, 364, 1629]
col-header-sl: ক্র.নং — [20, 478, 62, 532]
clause-body — [820, 1947, 1536, 2031]
signature-block — [1208, 2133, 1522, 2338]
condition-text: যেসকল প্রার্থীগণ বিগত ২৪/১১/২০২২ খ্রি. তারিখে প্রকাশিত বিজ্ঞপ্তি নং এস/২১৫/জন প্র:/নিয়োগ/মোংলা/২০২২/৮৩৮১ এর বিপরীতে ইতোপূর্বে আবেদন করেছেন, তাদের পুনরায় আবেদনের প্রয়োজন নেই। — [63, 2093, 741, 2130]
row-post-cell — [62, 1057, 296, 1149]
seal-top-text: গণপ্রজাতন্ত্রী বাংলাদেশ — [350, 30, 417, 39]
sub-item-label: ঘ. — [820, 215, 831, 230]
